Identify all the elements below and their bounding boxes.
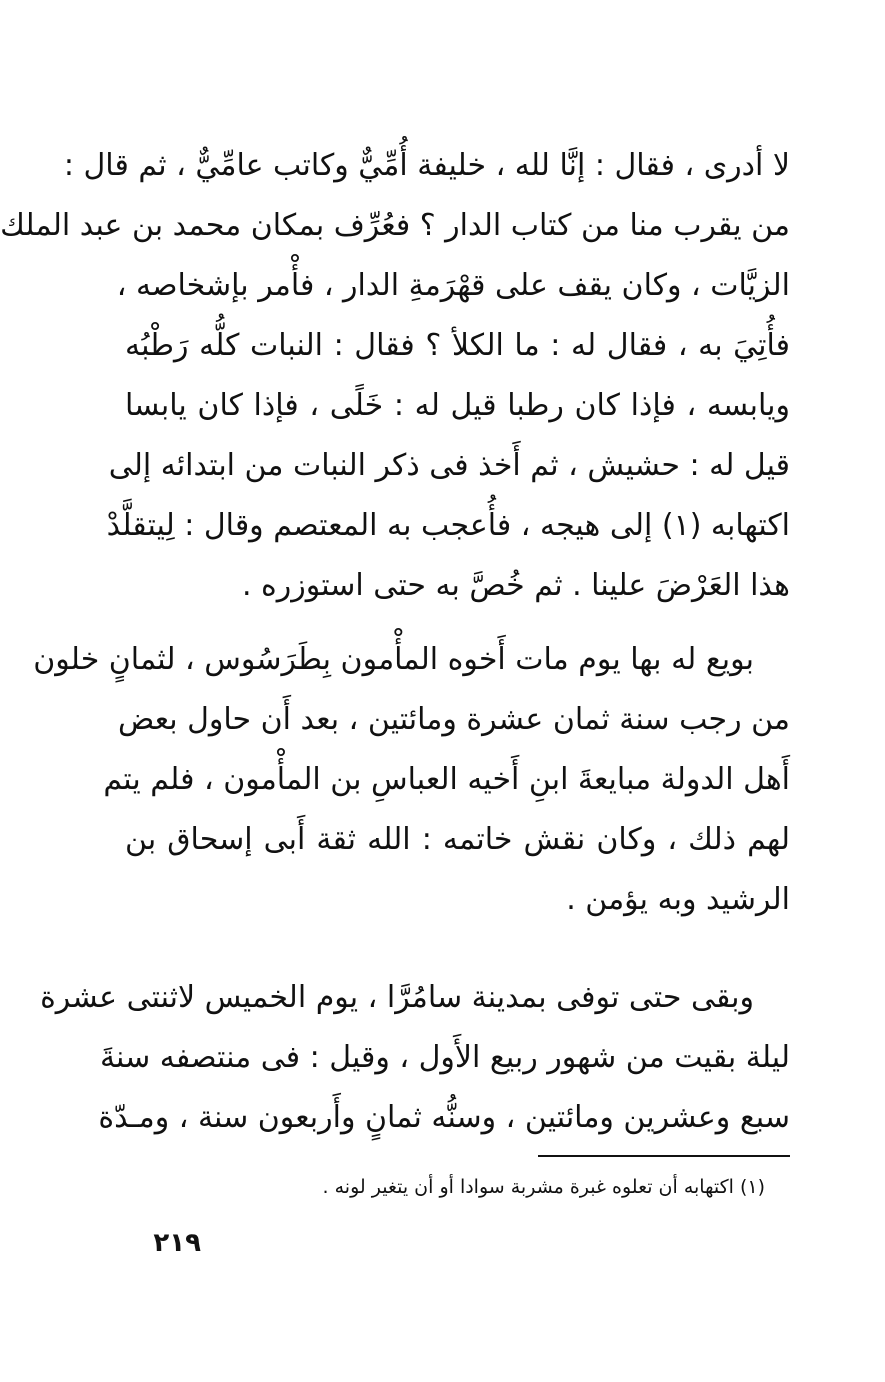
text-line: قيل له : حشيش ، ثم أَخذ فى ذكر النبات من ابتدائه إلى (108, 448, 790, 483)
text-line: وبقى حتى توفى بمدينة سامُرَّا ، يوم الخميس لاثنتى عشرة (40, 980, 754, 1015)
text-line: ويابسه ، فإذا كان رطبا قيل له : خَلًى ، فإذا كان يابسا (125, 388, 790, 423)
text-line: من يقرب منا من كتاب الدار ؟ فعُرِّف بمكان محمد بن عبد الملك (0, 208, 790, 243)
text-line: من رجب سنة ثمان عشرة ومائتين ، بعد أَن حاول بعض (118, 702, 790, 737)
text-line: لهم ذلك ، وكان نقش خاتمه : الله ثقة أَبى إسحاق بن (125, 822, 790, 857)
text-line: الرشيد وبه يؤمن . (566, 882, 790, 917)
text-line: الزيَّات ، وكان يقف على قهْرَمةِ الدار ، فأْمر بإشخاصه ، (116, 268, 790, 303)
footnote: (١) اكتهابه أن تعلوه غبرة مشربة سوادا أو أن يتغير لونه . (322, 1176, 765, 1198)
paragraph-1 (0, 136, 790, 616)
paragraph-2 (33, 630, 790, 930)
text-line: لا أدرى ، فقال : إنَّا لله ، خليفة أُمِّيٌّ وكاتب عامِّيٌّ ، ثم قال : (63, 148, 790, 183)
paragraph-3 (40, 968, 790, 1148)
text-line: ليلة بقيت من شهور ربيع الأَول ، وقيل : فى منتصفه سنةَ (99, 1040, 790, 1075)
text-line: اكتهابه (١) إلى هيجه ، فأُعجب به المعتصم وقال : لِيتقلَّدْ (106, 508, 790, 543)
footnote-divider (538, 1155, 790, 1157)
page-number: ٢١٩ (153, 1228, 201, 1258)
text-line: سبع وعشرين ومائتين ، وسنُّه ثمانٍ وأَربعون سنة ، ومـدّة (98, 1100, 790, 1135)
text-line: بويع له بها يوم مات أَخوه المأْمون بِطَرَسُوس ، لثمانٍ خلون (33, 642, 754, 677)
text-line: فأُتِيَ به ، فقال له : ما الكلأ ؟ فقال : النبات كلُّه رَطْبُه (125, 328, 790, 363)
text-line: أَهل الدولة مبايعةَ ابنِ أَخيه العباسِ بن المأْمون ، فلم يتم (103, 762, 790, 797)
text-line: هذا العَرْضَ علينا . ثم خُصَّ به حتى استوزره . (241, 568, 790, 603)
